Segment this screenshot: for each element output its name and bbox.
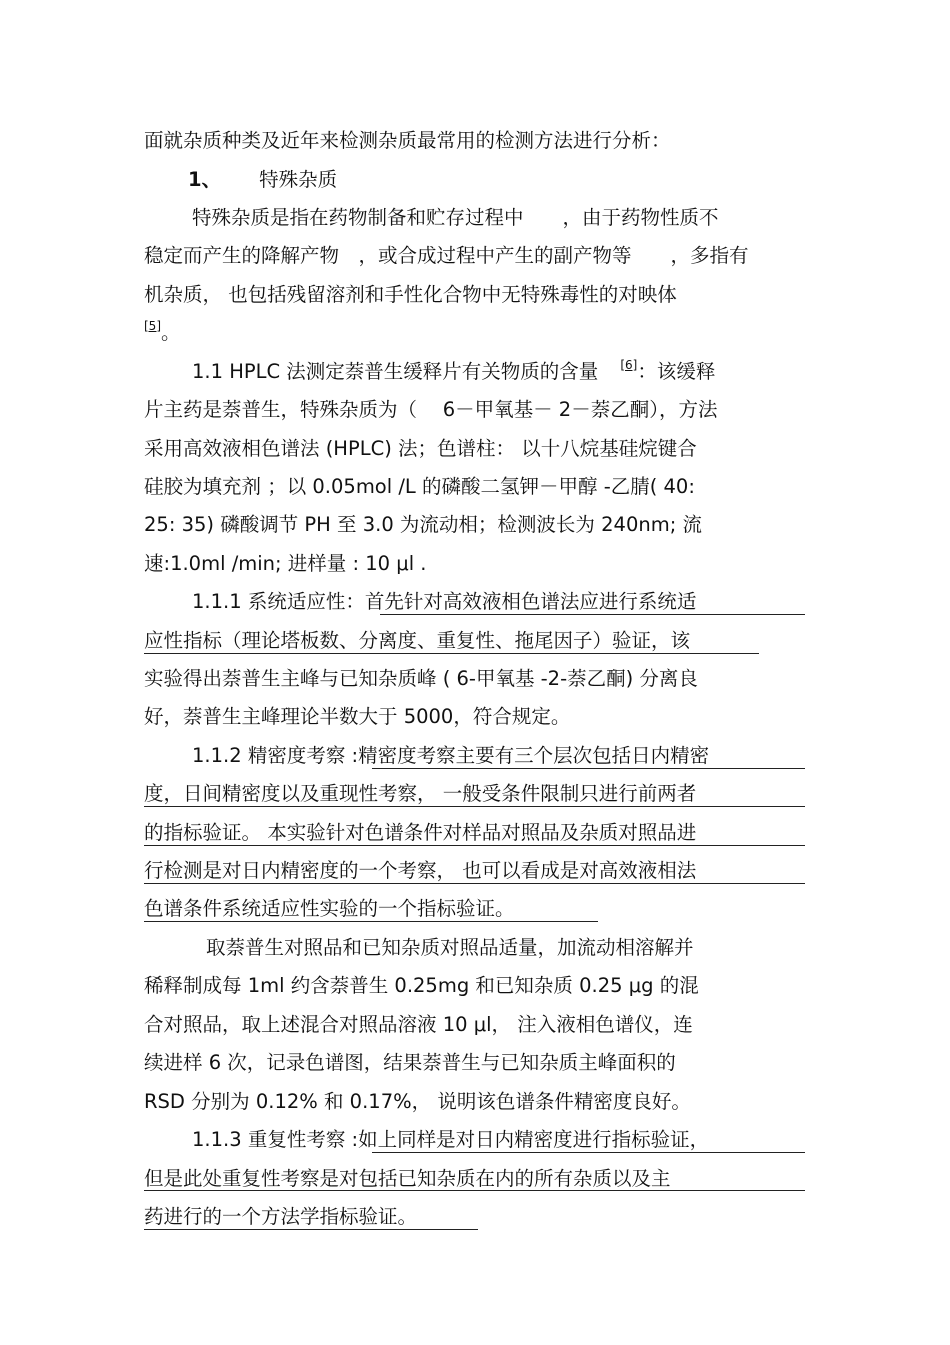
text-line: 25: 35) 磷酸调节 PH 至 3.0 为流动相；检测波长为 240nm; 流 [144, 513, 702, 536]
text-line: 度，日间精密度以及重现性考察， 一般受条件限制只进行前两者 [144, 782, 697, 805]
underline [372, 1152, 805, 1153]
section-title: 特殊杂质 [259, 168, 338, 191]
underline [144, 653, 759, 654]
text-line: 稀释制成每 1ml 约含萘普生 0.25mg 和已知杂质 0.25 μg 的混 [144, 974, 699, 997]
text-line: 应性指标（理论塔板数、分离度、重复性、拖尾因子）验证，该 [144, 629, 691, 652]
underline [144, 845, 805, 846]
underline [144, 806, 805, 807]
text-segment: ：该缓释 [637, 360, 716, 383]
text-line: 稳定而产生的降解产物 ，或合成过程中产生的副产物等 ，多指有 [144, 244, 749, 267]
text-line: 续进样 6 次，记录色谱图，结果萘普生与已知杂质主峰面积的 [144, 1051, 676, 1074]
subsection-line: 1.1.1 系统适应性：首先针对高效液相色谱法应进行系统适 [192, 590, 697, 613]
text-line: 采用高效液相色谱法 (HPLC) 法；色谱柱： 以十八烷基硅烷键合 [144, 437, 697, 460]
underline [144, 883, 805, 884]
underline [372, 768, 805, 769]
subsection-line: 1.1.2 精密度考察 :精密度考察主要有三个层次包括日内精密 [192, 744, 710, 767]
text-line: 合对照品，取上述混合对照品溶液 10 μl， 注入液相色谱仪，连 [144, 1013, 693, 1036]
section-heading [188, 165, 337, 195]
text-line: 药进行的一个方法学指标验证。 [144, 1205, 418, 1228]
underline [380, 614, 805, 615]
underline [144, 921, 598, 922]
text-line: RSD 分别为 0.12% 和 0.17%， 说明该色谱条件精密度良好。 [144, 1090, 691, 1113]
text-line: 硅胶为填充剂 ；以 0.05mol /L 的磷酸二氢钾－甲醇 -乙腈( 40: [144, 475, 695, 498]
text-line: 实验得出萘普生主峰与已知杂质峰 ( 6-甲氧基 -2-萘乙酮) 分离良 [144, 667, 698, 690]
citation-ref[interactable]: [5] [144, 319, 161, 333]
text-segment: 。 [161, 321, 181, 344]
citation-ref[interactable]: [6] [620, 358, 638, 372]
text-line: 面就杂质种类及近年来检测杂质最常用的检测方法进行分析： [144, 129, 671, 152]
text-segment: 1.1 HPLC 法测定萘普生缓释片有关物质的含量 [192, 360, 599, 383]
text-line: 行检测是对日内精密度的一个考察， 也可以看成是对高效液相法 [144, 859, 697, 882]
section-number: 1、 [188, 168, 222, 191]
underline [144, 1190, 805, 1191]
text-line [144, 318, 181, 348]
text-line: 色谱条件系统适应性实验的一个指标验证。 [144, 897, 515, 920]
text-line: 好，萘普生主峰理论半数大于 5000，符合规定。 [144, 705, 571, 728]
subsection-line [192, 357, 715, 387]
text-line: 速:1.0ml /min; 进样量 : 10 μl . [144, 552, 427, 575]
text-line: 片主药是萘普生，特殊杂质为（ 6－甲氧基－ 2－萘乙酮），方法 [144, 398, 718, 421]
text-line: 但是此处重复性考察是对包括已知杂质在内的所有杂质以及主 [144, 1167, 671, 1190]
text-line: 取萘普生对照品和已知杂质对照品适量，加流动相溶解并 [206, 936, 694, 959]
underline [144, 1229, 478, 1230]
text-line: 的指标验证。 本实验针对色谱条件对样品对照品及杂质对照品进 [144, 821, 697, 844]
text-line: 特殊杂质是指在药物制备和贮存过程中 ，由于药物性质不 [192, 206, 719, 229]
subsection-line: 1.1.3 重复性考察 :如上同样是对日内精密度进行指标验证， [192, 1128, 710, 1151]
text-line: 机杂质， 也包括残留溶剂和手性化合物中无特殊毒性的对映体 [144, 283, 677, 306]
